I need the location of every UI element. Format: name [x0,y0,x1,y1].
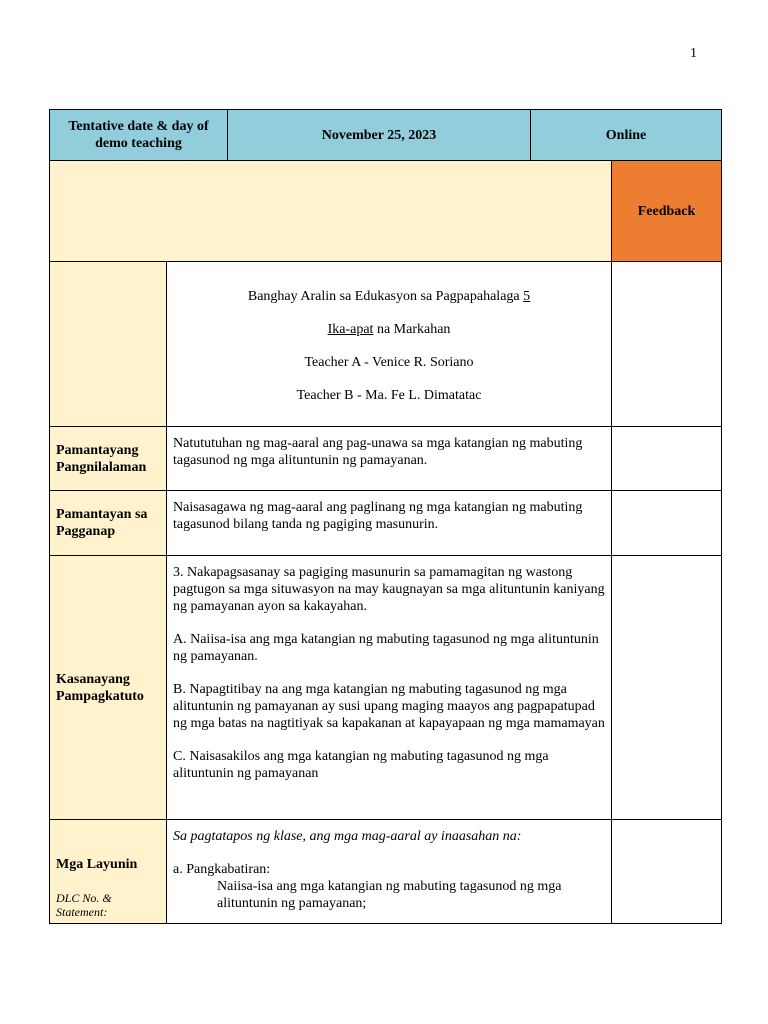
row-label-pagganap: Pamantayan sa Pagganap [50,491,167,556]
competency-c: C. Naisasakilos ang mga katangian ng mabuting tagasunod ng mga alituntunin ng pamayanan [173,749,549,781]
row-text-pangnilalaman: Natututuhan ng mag-aaral ang pag-unawa sa mga katangian ng mabuting tagasunod ng mga alituntunin ng pamayanan. [167,427,612,491]
feedback-cell [612,262,722,427]
page-number: 1 [690,46,697,61]
title-side-cell [50,262,167,427]
body-table [49,160,722,924]
demo-date-value: November 25, 2023 [228,110,531,161]
feedback-header: Feedback [612,161,722,262]
demo-date-label: Tentative date & day of demo teaching [50,110,228,161]
row-text-layunin [167,820,612,924]
dlc-label: DLC No. & Statement: [56,891,112,919]
row-label-layunin [50,820,167,924]
subject-title: Banghay Aralin sa Edukasyon sa Pagpapahalaga 5 [247,289,531,304]
feedback-cell [612,556,722,820]
row-text-pagganap: Naisasagawa ng mag-aaral ang paglinang ng mga katangian ng mabuting tagasunod bilang tanda ng pagiging masunurin. [167,491,612,556]
competency-b: B. Napagtitibay na ang mga katangian ng mabuting tagasunod ng mga alituntunin ng pamayanan ay susi upang maging maayos ang pagpapatupad ng mga batas na nagtitiyak sa kapakanan at kapayapaan ng mga mamamayan [173,682,605,731]
row-label-pangnilalaman: Pamantayang Pangnilalaman [50,427,167,491]
header-table [49,109,722,161]
teacher-b: Teacher B - Ma. Fe L. Dimatatac [296,388,482,403]
blank-cream-cell [50,161,612,262]
layunin-title: Mga Layunin [56,857,138,872]
objective-a-text: Naiisa-isa ang mga katangian ng mabuting tagasunod ng mga alituntunin ng pamayanan; [217,879,562,911]
competency-3: 3. Nakapagsasanay sa pagiging masunurin sa pamamagitan ng wastong pagtugon sa mga situwasyon na may kaugnayan sa mga alituntunin kaniyang ng pamayanan ayon sa kakayahan. [173,565,605,614]
feedback-cell [612,427,722,491]
title-block [167,262,612,427]
feedback-cell [612,820,722,924]
competency-a: A. Naiisa-isa ang mga katangian ng mabuting tagasunod ng mga alituntunin ng pamayanan. [173,632,599,664]
row-text-kasanayan [167,556,612,820]
quarter-title: Ika-apat na Markahan [327,322,451,337]
objectives-intro: Sa pagtatapos ng klase, ang mga mag-aaral ay inaasahan na: [173,829,522,844]
teacher-a: Teacher A - Venice R. Soriano [304,355,474,370]
objective-a-label: a. Pangkabatiran: [173,862,271,877]
demo-mode: Online [531,110,722,161]
row-label-kasanayan: Kasanayang Pampagkatuto [50,556,167,820]
lesson-plan-table [49,109,721,924]
feedback-cell [612,491,722,556]
